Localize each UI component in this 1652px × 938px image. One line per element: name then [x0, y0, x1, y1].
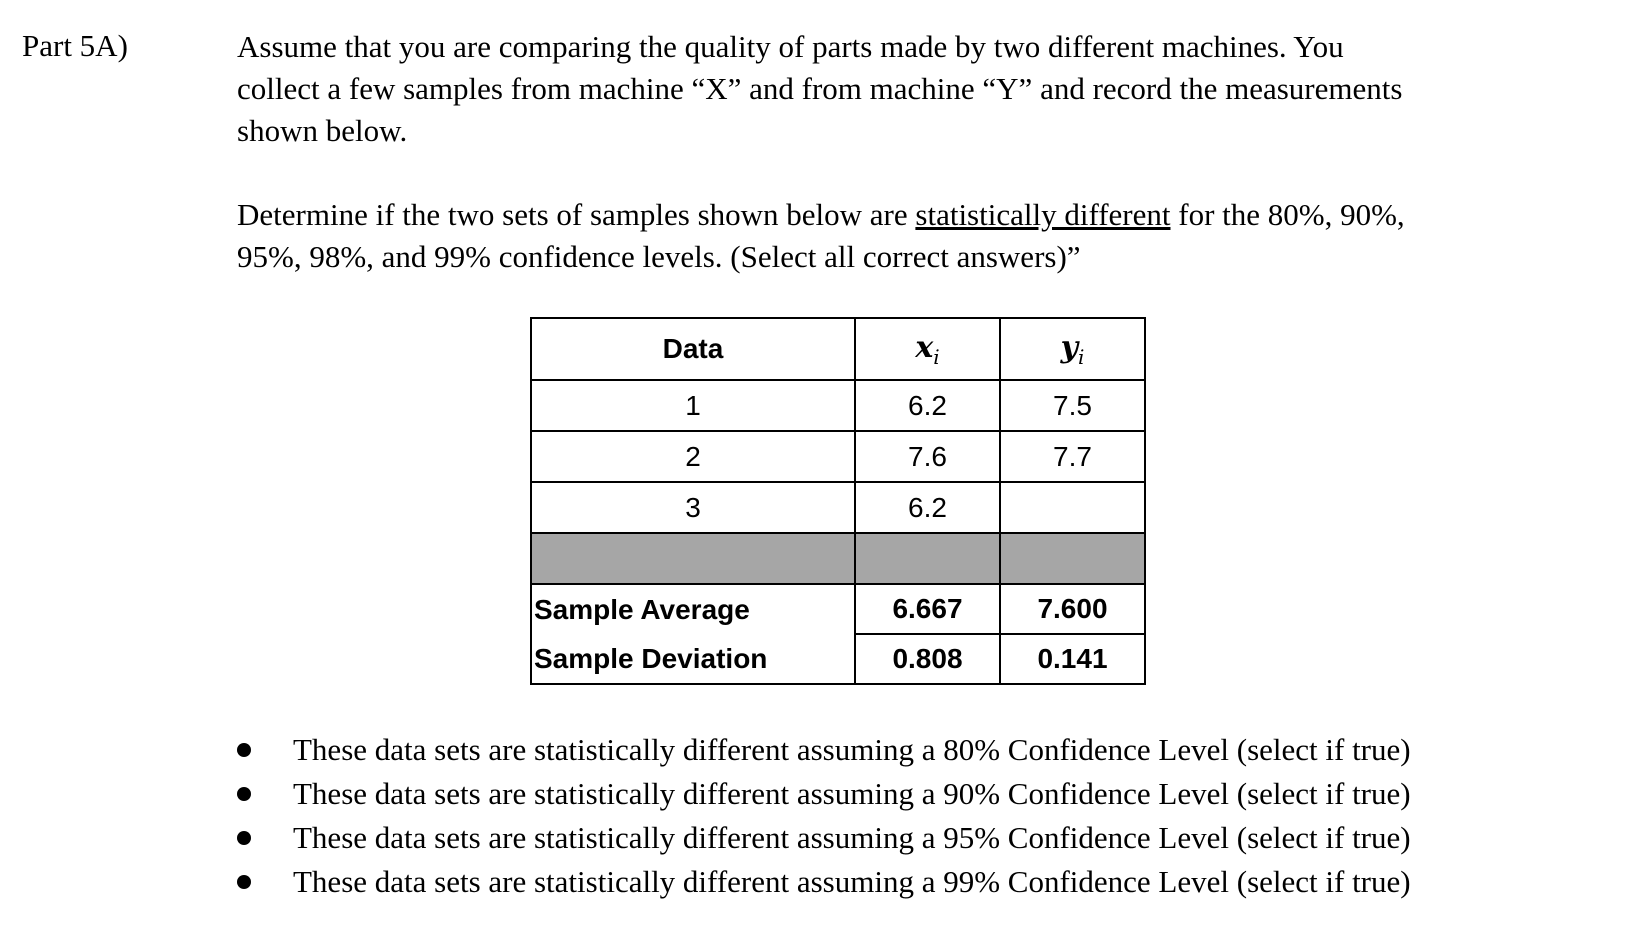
- bullet-icon: [237, 787, 251, 801]
- row-x-value: 6.2: [855, 482, 1000, 533]
- stat-row-deviation: [531, 634, 1145, 684]
- stat-row-average: [531, 584, 1145, 634]
- underlined-phrase: statistically different: [915, 197, 1171, 232]
- shaded-cell: [1000, 533, 1145, 584]
- header-y-sub: i: [1078, 344, 1085, 369]
- row-x-value: 7.6: [855, 431, 1000, 482]
- header-x-sub: i: [933, 344, 940, 369]
- data-table: [530, 317, 1146, 685]
- bullet-icon: [237, 875, 251, 889]
- option-label: These data sets are statistically different assuming a 90% Confidence Level (select if true): [293, 776, 1411, 811]
- table-header-row: [531, 318, 1145, 380]
- answer-options: [237, 728, 1411, 904]
- header-y-var: y: [1060, 329, 1079, 365]
- intro-line: shown below.: [237, 113, 408, 148]
- question-line: 95%, 98%, and 99% confidence levels. (Select all correct answers)”: [237, 239, 1081, 274]
- intro-line: collect a few samples from machine “X” and from machine “Y” and record the measurements: [237, 71, 1403, 106]
- question-text: for the 80%, 90%,: [1170, 197, 1405, 232]
- row-index: 1: [531, 380, 855, 431]
- stat-x-value: 6.667: [855, 584, 1000, 634]
- stat-label: Sample Deviation: [531, 634, 855, 684]
- stat-label: Sample Average: [531, 584, 855, 634]
- intro-line: Assume that you are comparing the quality of parts made by two different machines. You: [237, 29, 1344, 64]
- option-label: These data sets are statistically different assuming a 95% Confidence Level (select if true): [293, 820, 1411, 855]
- table-shaded-row: [531, 533, 1145, 584]
- answer-option-90[interactable]: [237, 772, 1411, 816]
- shaded-cell: [531, 533, 855, 584]
- question-line: [237, 194, 1637, 236]
- stat-y-value: 7.600: [1000, 584, 1145, 634]
- option-label: These data sets are statistically different assuming a 99% Confidence Level (select if true): [293, 864, 1411, 899]
- row-y-value: 7.7: [1000, 431, 1145, 482]
- row-index: 3: [531, 482, 855, 533]
- question-paragraph: [237, 194, 1637, 278]
- stat-x-value: 0.808: [855, 634, 1000, 684]
- header-x-var: x: [915, 329, 934, 365]
- header-y: [1000, 318, 1145, 380]
- table-row: [531, 482, 1145, 533]
- row-y-value: [1000, 482, 1145, 533]
- header-data: Data: [531, 318, 855, 380]
- row-index: 2: [531, 431, 855, 482]
- bullet-icon: [237, 831, 251, 845]
- stat-y-value: 0.141: [1000, 634, 1145, 684]
- part-label: Part 5A): [22, 28, 128, 63]
- answer-option-95[interactable]: [237, 816, 1411, 860]
- table-row: [531, 380, 1145, 431]
- question-text: Determine if the two sets of samples shown below are: [237, 197, 916, 232]
- table-row: [531, 431, 1145, 482]
- intro-paragraph: [237, 26, 1637, 152]
- answer-option-99[interactable]: [237, 860, 1411, 904]
- row-y-value: 7.5: [1000, 380, 1145, 431]
- row-x-value: 6.2: [855, 380, 1000, 431]
- header-x: [855, 318, 1000, 380]
- shaded-cell: [855, 533, 1000, 584]
- answer-option-80[interactable]: [237, 728, 1411, 772]
- option-label: These data sets are statistically different assuming a 80% Confidence Level (select if true): [293, 732, 1411, 767]
- bullet-icon: [237, 743, 251, 757]
